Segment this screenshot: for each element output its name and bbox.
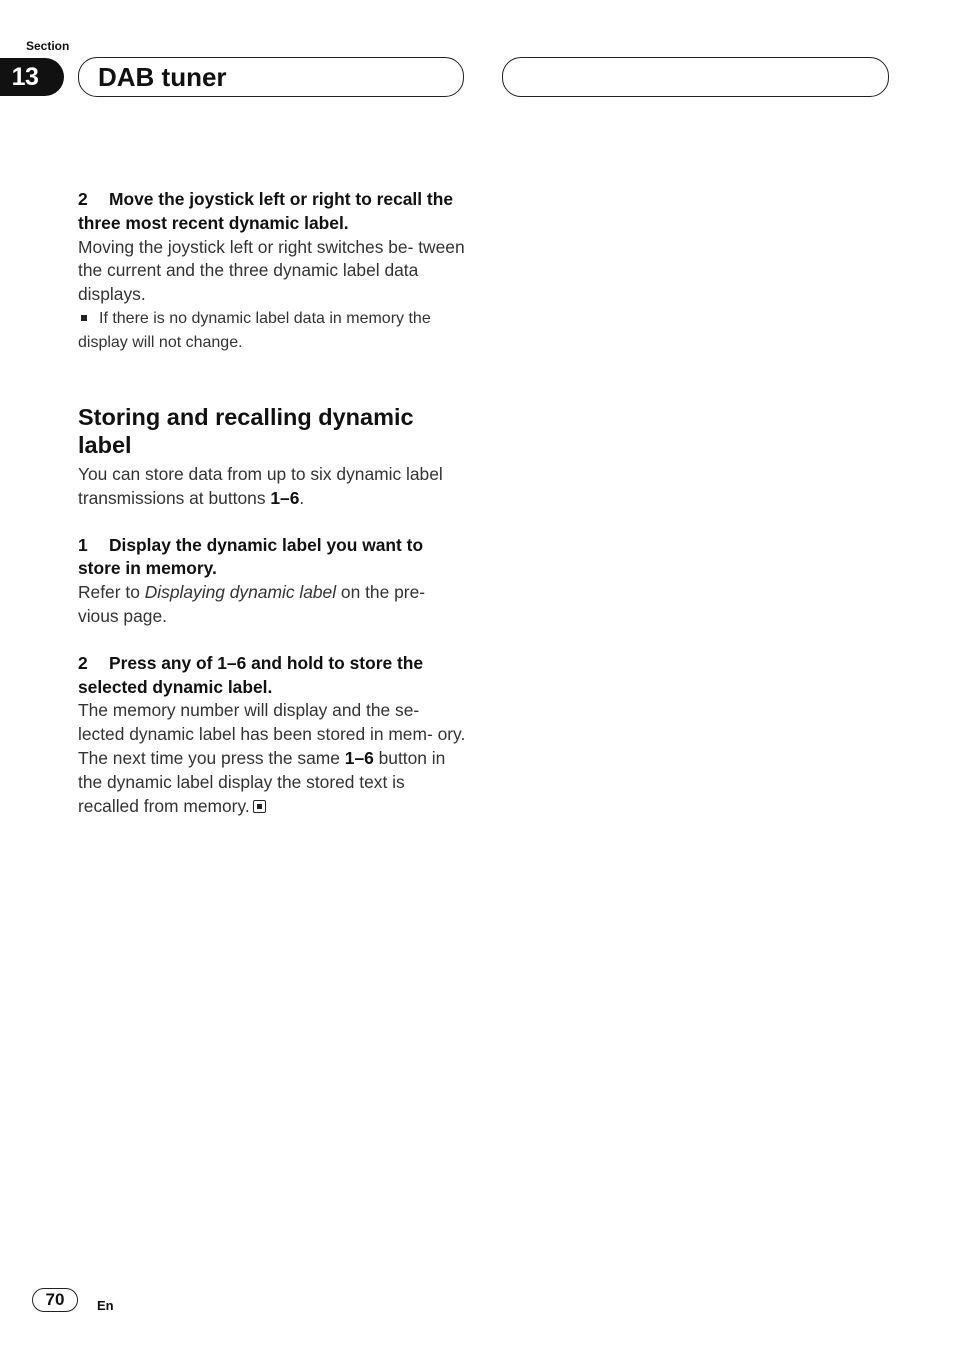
reference-link-text: Displaying dynamic label bbox=[144, 582, 337, 603]
section-label: Section bbox=[26, 39, 70, 53]
chapter-title-box bbox=[78, 57, 464, 97]
chapter-title: DAB tuner bbox=[98, 62, 227, 92]
intro-paragraph bbox=[78, 463, 466, 511]
step-body-text-end: on the pre- vious page. bbox=[78, 582, 426, 626]
step-body-text: Refer to bbox=[78, 582, 145, 603]
page-number-box bbox=[32, 1288, 78, 1312]
step-body-2 bbox=[78, 747, 466, 818]
subheading-box bbox=[502, 57, 889, 97]
language-code: En bbox=[97, 1298, 114, 1313]
step-heading bbox=[78, 188, 466, 236]
bullet-square-icon bbox=[81, 315, 87, 321]
button-range: 1–6 bbox=[344, 747, 374, 768]
section-number: 13 bbox=[11, 62, 39, 91]
main-content bbox=[78, 188, 466, 818]
intro-text: You can store data from up to six dynamic label transmissions at buttons bbox=[78, 463, 443, 508]
step-heading-text: Move the joystick left or right to recall the three most recent dynamic label. bbox=[78, 189, 454, 233]
step-body-text-end: button in the dynamic label display the stored text is recalled from memory. bbox=[78, 747, 446, 816]
step-body bbox=[78, 581, 466, 629]
step-body: Moving the joystick left or right switches be- tween the current and the three dynamic label data displays. bbox=[78, 236, 465, 305]
step-body: The memory number will display and the se- lected dynamic label has been stored in mem- ory. bbox=[78, 700, 466, 745]
section-number-tab bbox=[0, 58, 64, 96]
note bbox=[78, 307, 466, 355]
page-number: 70 bbox=[45, 1290, 65, 1309]
intro-end: . bbox=[299, 487, 305, 508]
step-number: 2 bbox=[78, 652, 88, 673]
step-body-text: The next time you press the same bbox=[78, 747, 345, 768]
end-of-section-icon bbox=[253, 800, 266, 813]
step-heading-text: Display the dynamic label you want to store in memory. bbox=[78, 534, 424, 579]
step-number: 1 bbox=[78, 534, 88, 555]
intro-button-range: 1–6 bbox=[270, 487, 300, 508]
step-heading-text: Press any of 1–6 and hold to store the selected dynamic label. bbox=[78, 652, 424, 697]
note-text: If there is no dynamic label data in memory the display will not change. bbox=[78, 309, 431, 351]
step-number: 2 bbox=[78, 189, 88, 209]
step-heading bbox=[78, 652, 466, 700]
step-heading bbox=[78, 534, 466, 582]
section-heading: Storing and recalling dynamic label bbox=[78, 403, 414, 458]
